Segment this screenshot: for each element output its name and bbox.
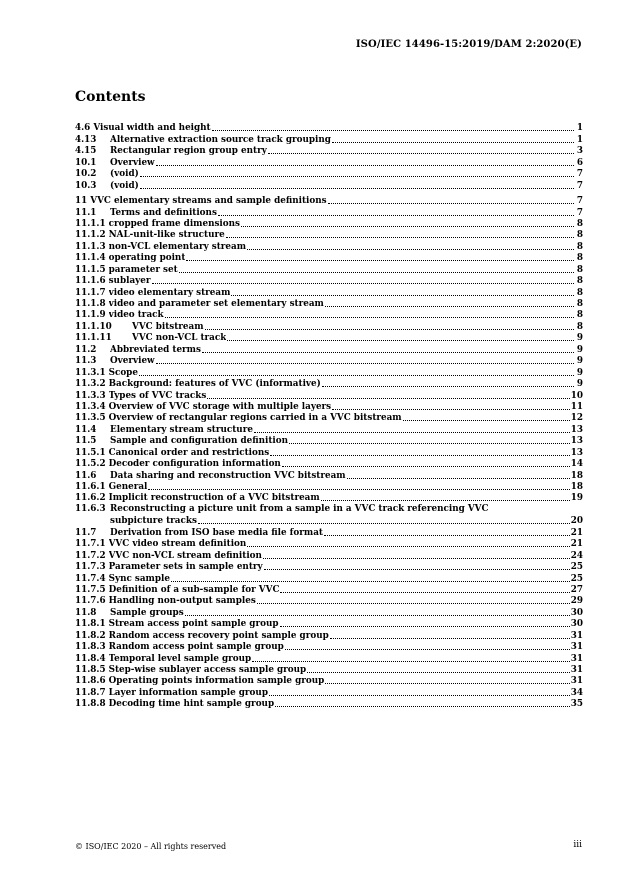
toc-entry-number: 4.6: [75, 123, 91, 134]
toc-entry-number: 11.5: [75, 436, 97, 447]
toc-leader-dots: [202, 352, 574, 353]
toc-entry-page: 25: [570, 562, 583, 573]
toc-entry-page: 25: [570, 573, 583, 584]
toc-entry[interactable]: [75, 196, 583, 207]
toc-entry-label: Alternative extraction source track grouping: [110, 134, 331, 145]
toc-entry[interactable]: [75, 146, 583, 157]
toc-leader-dots: [332, 142, 574, 143]
toc-entry-page: 10: [570, 390, 583, 401]
toc-entry-number: 11.6.2: [75, 493, 106, 504]
toc-entry[interactable]: [75, 619, 583, 630]
toc-entry-page: 30: [570, 607, 583, 618]
toc-entry-number: 11.5.2: [75, 459, 106, 470]
toc-entry[interactable]: [75, 687, 583, 698]
toc-entry-label: Rectangular region group entry: [110, 146, 267, 157]
toc-leader-dots: [347, 478, 570, 479]
toc-entry[interactable]: [75, 321, 583, 332]
toc-entry-page: 20: [570, 515, 583, 526]
toc-leader-dots: [140, 188, 574, 189]
toc-entry[interactable]: [75, 642, 583, 653]
toc-leader-dots: [285, 649, 570, 650]
toc-leader-dots: [152, 283, 575, 284]
toc-leader-dots: [156, 363, 574, 364]
toc-entry-number: 10.3: [75, 180, 97, 191]
toc-entry-label: Random access recovery point sample group: [108, 630, 329, 641]
toc-entry[interactable]: [75, 573, 583, 584]
toc-entry-label: parameter set: [108, 264, 178, 275]
toc-entry[interactable]: [75, 241, 583, 252]
toc-entry-page: 30: [570, 619, 583, 630]
toc-leader-dots: [269, 695, 570, 696]
toc-entry-label: Overview of VVC storage with multiple layers: [108, 401, 332, 412]
toc-entry-page: 7: [576, 180, 583, 191]
toc-leader-dots: [185, 615, 570, 616]
toc-entry[interactable]: [75, 379, 583, 390]
toc-leader-dots: [275, 706, 570, 707]
toc-entry[interactable]: [75, 470, 583, 481]
toc-leader-dots: [330, 638, 570, 639]
toc-entry-label: Sample and configuration definition: [110, 436, 288, 447]
toc-entry-label: Parameter sets in sample entry: [108, 562, 263, 573]
toc-entry-number: 11.6: [75, 470, 97, 481]
toc-entry-number: 11.4: [75, 424, 97, 435]
toc-leader-dots: [186, 260, 574, 261]
toc-entry-page: 8: [576, 299, 583, 309]
footer-page-number: iii: [573, 840, 582, 850]
page-title: Contents: [75, 89, 146, 105]
toc-entry[interactable]: [75, 562, 583, 573]
toc-entry-page: 24: [570, 550, 583, 561]
toc-leader-dots: [268, 153, 574, 154]
toc-leader-dots: [403, 420, 570, 421]
toc-entry-page: 7: [576, 169, 583, 180]
toc-entry-label: sublayer: [108, 276, 151, 287]
toc-entry-number: 11.1.9: [75, 310, 106, 321]
toc-leader-dots: [264, 569, 570, 570]
toc-entry-number: 11.1.8: [75, 299, 106, 309]
toc-entry-page: 18: [570, 482, 583, 492]
toc-entry[interactable]: [75, 123, 583, 134]
toc-leader-dots: [263, 558, 570, 559]
toc-leader-dots: [207, 398, 569, 399]
toc-leader-dots: [322, 386, 574, 387]
toc-entry-number: 4.13: [75, 134, 97, 145]
toc-entry-page: 21: [570, 527, 583, 538]
toc-entry-number: 11.6.3: [75, 504, 106, 515]
toc-leader-dots: [332, 409, 570, 410]
toc-entry-page: 31: [570, 653, 583, 664]
toc-entry-page: 18: [570, 470, 583, 481]
toc-entry-label: Elementary stream structure: [110, 424, 253, 435]
toc-entry-page: 13: [570, 447, 583, 458]
toc-leader-dots: [325, 306, 574, 307]
toc-entry-label: Decoder configuration information: [108, 459, 281, 470]
toc-leader-dots: [148, 489, 569, 490]
toc-entry[interactable]: [75, 402, 583, 413]
toc-entry-label: VVC non-VCL stream definition: [108, 550, 262, 561]
toc-entry-label: Overview: [110, 157, 155, 168]
toc-entry-number: 11.1.3: [75, 241, 106, 252]
toc-entry[interactable]: [75, 596, 583, 607]
toc-entry-page: 31: [570, 642, 583, 653]
toc-entry-label: Sample groups: [110, 607, 184, 618]
toc-leader-dots: [325, 683, 569, 684]
toc-entry-number: 11.8.2: [75, 630, 106, 641]
footer-copyright: © ISO/IEC 2020 – All rights reserved: [75, 842, 227, 851]
toc-entry-number: 11.6.1: [75, 482, 106, 492]
toc-entry-label: Sync sample: [108, 573, 170, 584]
toc-entry-page: 8: [576, 321, 583, 332]
toc-entry[interactable]: [75, 276, 583, 287]
toc-entry[interactable]: [75, 585, 583, 596]
toc-entry-label: VVC bitstream: [132, 321, 204, 332]
toc-entry[interactable]: [75, 630, 583, 641]
toc-entry-page: 29: [570, 596, 583, 607]
toc-entry-page: 21: [570, 539, 583, 550]
toc-entry-label: Data sharing and reconstruction VVC bitstream: [110, 470, 346, 481]
toc-entry-number: 11.7.4: [75, 573, 106, 584]
toc-entry[interactable]: [75, 253, 583, 264]
toc-entry-number: 11.3.1: [75, 367, 106, 378]
toc-entry-page: 8: [576, 276, 583, 287]
toc-entry-label: Handling non-output samples: [108, 596, 256, 607]
toc-leader-dots: [307, 672, 570, 673]
toc-leader-dots: [247, 546, 569, 547]
toc-leader-dots: [226, 237, 574, 238]
toc-leader-dots: [139, 375, 574, 376]
toc-entry-number: 11.8.1: [75, 619, 106, 630]
toc-entry[interactable]: [75, 230, 583, 241]
toc-entry[interactable]: [75, 493, 583, 504]
toc-entry[interactable]: [75, 367, 583, 378]
toc-entry-page: 8: [576, 218, 583, 229]
toc-entry-number: 10.1: [75, 157, 97, 168]
toc-entry-page: 9: [576, 344, 583, 355]
toc-entry-number: 11.1.10: [75, 321, 112, 332]
toc-entry-page: 8: [576, 253, 583, 264]
toc-entry-page: 1: [576, 123, 583, 134]
toc-entry-page: 7: [576, 207, 583, 218]
toc-entry[interactable]: [75, 264, 583, 275]
toc-entry-label: VVC non-VCL track: [132, 333, 227, 344]
toc-entry-page: 19: [570, 493, 583, 504]
toc-entry-number: 11.1.5: [75, 264, 106, 275]
toc-entry-number: 11.7: [75, 527, 97, 538]
toc-entry-label: Layer information sample group: [108, 687, 268, 698]
toc-leader-dots: [247, 249, 574, 250]
toc-entry[interactable]: [75, 436, 583, 447]
toc-entry-number: 11.7.2: [75, 550, 106, 561]
toc-entry-label: Decoding time hint sample group: [108, 699, 275, 710]
toc-entry-number: 11.1.6: [75, 276, 106, 287]
toc-entry[interactable]: [75, 482, 583, 493]
toc-entry-label: Implicit reconstruction of a VVC bitstream: [108, 493, 320, 504]
toc-leader-dots: [254, 432, 570, 433]
toc-leader-dots: [156, 165, 574, 166]
table-of-contents: [75, 123, 583, 710]
toc-entry[interactable]: [75, 424, 583, 435]
toc-leader-dots: [212, 130, 574, 131]
toc-entry-label: video elementary stream: [108, 287, 231, 298]
toc-entry-label: VVC video stream definition: [108, 539, 247, 550]
toc-entry-number: 11.1: [75, 207, 97, 218]
toc-entry-number: 11.3.2: [75, 379, 106, 390]
toc-entry-label: Terms and definitions: [110, 207, 217, 218]
toc-entry-page: 9: [576, 356, 583, 367]
toc-entry[interactable]: [75, 413, 583, 424]
toc-entry-number: 11.7.5: [75, 584, 106, 595]
toc-entry-label: Canonical order and restrictions: [108, 447, 270, 458]
toc-leader-dots: [198, 523, 570, 524]
toc-entry-label: operating point: [108, 253, 186, 264]
toc-entry[interactable]: [75, 169, 583, 180]
toc-entry-label: Background: features of VVC (informative): [108, 379, 321, 390]
document-header: ISO/IEC 14496-15:2019/DAM 2:2020(E): [355, 39, 582, 50]
toc-leader-dots: [321, 500, 570, 501]
toc-leader-dots: [231, 295, 574, 296]
toc-entry-number: 11.8.7: [75, 687, 106, 698]
toc-group-3: [75, 527, 583, 710]
toc-leader-dots: [165, 317, 574, 318]
toc-entry-label: Step-wise sublayer access sample group: [108, 665, 307, 676]
toc-entry-label: Derivation from ISO base media file format: [110, 527, 323, 538]
toc-entry-page: 8: [576, 310, 583, 321]
toc-entry-page: 35: [570, 699, 583, 710]
toc-entry-number: 11.8: [75, 607, 97, 618]
toc-leader-dots: [227, 340, 574, 341]
toc-entry[interactable]: [75, 699, 583, 710]
toc-entry[interactable]: [75, 344, 583, 355]
toc-entry-page: 8: [576, 241, 583, 252]
toc-entry[interactable]: [75, 607, 583, 618]
toc-leader-dots: [257, 603, 570, 604]
toc-entry-wrapped[interactable]: [75, 504, 583, 527]
toc-entry-page: 9: [576, 367, 583, 378]
toc-entry-page: 31: [570, 665, 583, 676]
toc-leader-dots: [140, 176, 574, 177]
toc-entry-number: 11.7.6: [75, 596, 106, 607]
toc-entry-number: 11.3.3: [75, 390, 106, 401]
toc-entry-page: 7: [576, 196, 583, 207]
toc-entry-page: 12: [570, 413, 583, 424]
toc-entry[interactable]: [75, 356, 583, 367]
toc-entry-number: 11.7.1: [75, 539, 106, 550]
toc-entry-label: Abbreviated terms: [110, 344, 201, 355]
toc-leader-dots: [282, 466, 570, 467]
toc-entry-page: 9: [576, 333, 583, 344]
toc-leader-dots: [205, 329, 574, 330]
toc-entry-page: 31: [570, 676, 583, 687]
toc-entry-label: non-VCL elementary stream: [108, 241, 247, 252]
toc-entry-label-line2: subpicture tracks: [110, 515, 197, 526]
toc-entry[interactable]: [75, 390, 583, 401]
toc-entry-number: 11: [75, 196, 88, 207]
toc-entry-number: 11.1.2: [75, 230, 106, 241]
toc-entry-page: 9: [576, 379, 583, 390]
toc-entry-label: video and parameter set elementary stream: [108, 299, 324, 309]
toc-entry-page: 3: [576, 146, 583, 157]
toc-leader-dots: [241, 226, 574, 227]
toc-entry-number: 11.8.4: [75, 653, 106, 664]
toc-leader-dots: [324, 535, 570, 536]
toc-leader-dots: [179, 272, 574, 273]
toc-entry-label: NAL-unit-like structure: [108, 230, 225, 241]
toc-leader-dots: [270, 455, 570, 456]
toc-entry-page: 31: [570, 630, 583, 641]
toc-entry-number: 11.8.6: [75, 676, 106, 687]
toc-entry-number: 11.1.4: [75, 253, 106, 264]
toc-leader-dots: [252, 661, 570, 662]
toc-entry-page: 13: [570, 424, 583, 435]
toc-entry[interactable]: [75, 157, 583, 168]
toc-leader-dots: [328, 203, 574, 204]
toc-entry-number: 11.3.5: [75, 413, 106, 424]
toc-entry-number: 11.3: [75, 356, 97, 367]
toc-entry-label: Operating points information sample group: [108, 676, 325, 687]
toc-entry[interactable]: [75, 527, 583, 538]
toc-group-2: [75, 196, 583, 505]
toc-entry[interactable]: [75, 219, 583, 230]
toc-entry-number: 11.8.8: [75, 699, 106, 710]
toc-entry-number: 10.2: [75, 169, 97, 180]
toc-entry[interactable]: [75, 447, 583, 458]
toc-entry-label: Scope: [108, 367, 138, 378]
toc-entry-label: Temporal level sample group: [108, 653, 252, 664]
toc-entry-label: VVC elementary streams and sample definitions: [90, 196, 327, 207]
toc-leader-dots: [280, 592, 569, 593]
toc-entry-number: 11.2: [75, 344, 97, 355]
toc-leader-dots: [289, 443, 570, 444]
toc-entry[interactable]: [75, 676, 583, 687]
toc-entry[interactable]: [75, 134, 583, 145]
toc-entry-page: 11: [570, 401, 583, 412]
toc-entry[interactable]: [75, 653, 583, 664]
toc-entry-label: Stream access point sample group: [108, 619, 279, 630]
toc-entry-page: 14: [570, 459, 583, 470]
toc-entry-label: Random access point sample group: [108, 642, 284, 653]
toc-group-1: [75, 123, 583, 192]
toc-entry-label: video track: [108, 310, 164, 321]
toc-entry-page: 27: [570, 584, 583, 595]
toc-leader-dots: [280, 626, 570, 627]
toc-entry-label: (void): [110, 180, 139, 191]
toc-entry-label: cropped frame dimensions: [108, 218, 240, 229]
toc-entry[interactable]: [75, 287, 583, 298]
toc-entry-number: 11.7.3: [75, 562, 106, 573]
toc-entry-label: Definition of a sub-sample for VVC: [108, 584, 280, 595]
toc-entry-page: 1: [576, 134, 583, 145]
toc-entry[interactable]: [75, 207, 583, 218]
toc-entry[interactable]: [75, 333, 583, 344]
toc-entry-page: 8: [576, 287, 583, 298]
toc-entry-page: 8: [576, 230, 583, 241]
toc-entry-label: General: [108, 482, 148, 492]
toc-entry-label: Overview: [110, 356, 155, 367]
toc-entry[interactable]: [75, 539, 583, 550]
toc-entry-label: Types of VVC tracks: [108, 390, 207, 401]
toc-entry-label: (void): [110, 169, 139, 180]
toc-entry-page: 34: [570, 687, 583, 698]
toc-entry-number: 4.15: [75, 146, 97, 157]
toc-entry-number: 11.8.5: [75, 665, 106, 676]
toc-entry[interactable]: [75, 310, 583, 321]
toc-entry-number: 11.1.1: [75, 218, 106, 229]
toc-entry-page: 8: [576, 264, 583, 275]
toc-entry-number: 11.1.11: [75, 333, 112, 344]
toc-entry-number: 11.8.3: [75, 642, 106, 653]
toc-entry-label: Visual width and height: [93, 123, 211, 134]
toc-entry-number: 11.1.7: [75, 287, 106, 298]
toc-entry[interactable]: [75, 299, 583, 310]
toc-leader-dots: [171, 581, 570, 582]
toc-entry[interactable]: [75, 665, 583, 676]
toc-leader-dots: [218, 215, 574, 216]
toc-entry-page: 13: [570, 436, 583, 447]
toc-entry-label: Overview of rectangular regions carried in a VVC bitstream: [108, 413, 402, 424]
toc-entry-page: 6: [576, 157, 583, 168]
toc-entry-number: 11.3.4: [75, 401, 106, 412]
toc-entry[interactable]: [75, 180, 583, 191]
toc-entry[interactable]: [75, 550, 583, 561]
toc-entry-number: 11.5.1: [75, 447, 106, 458]
toc-entry[interactable]: [75, 459, 583, 470]
toc-entry-label-line1: Reconstructing a picture unit from a sample in a VVC track referencing VVC: [110, 504, 489, 515]
